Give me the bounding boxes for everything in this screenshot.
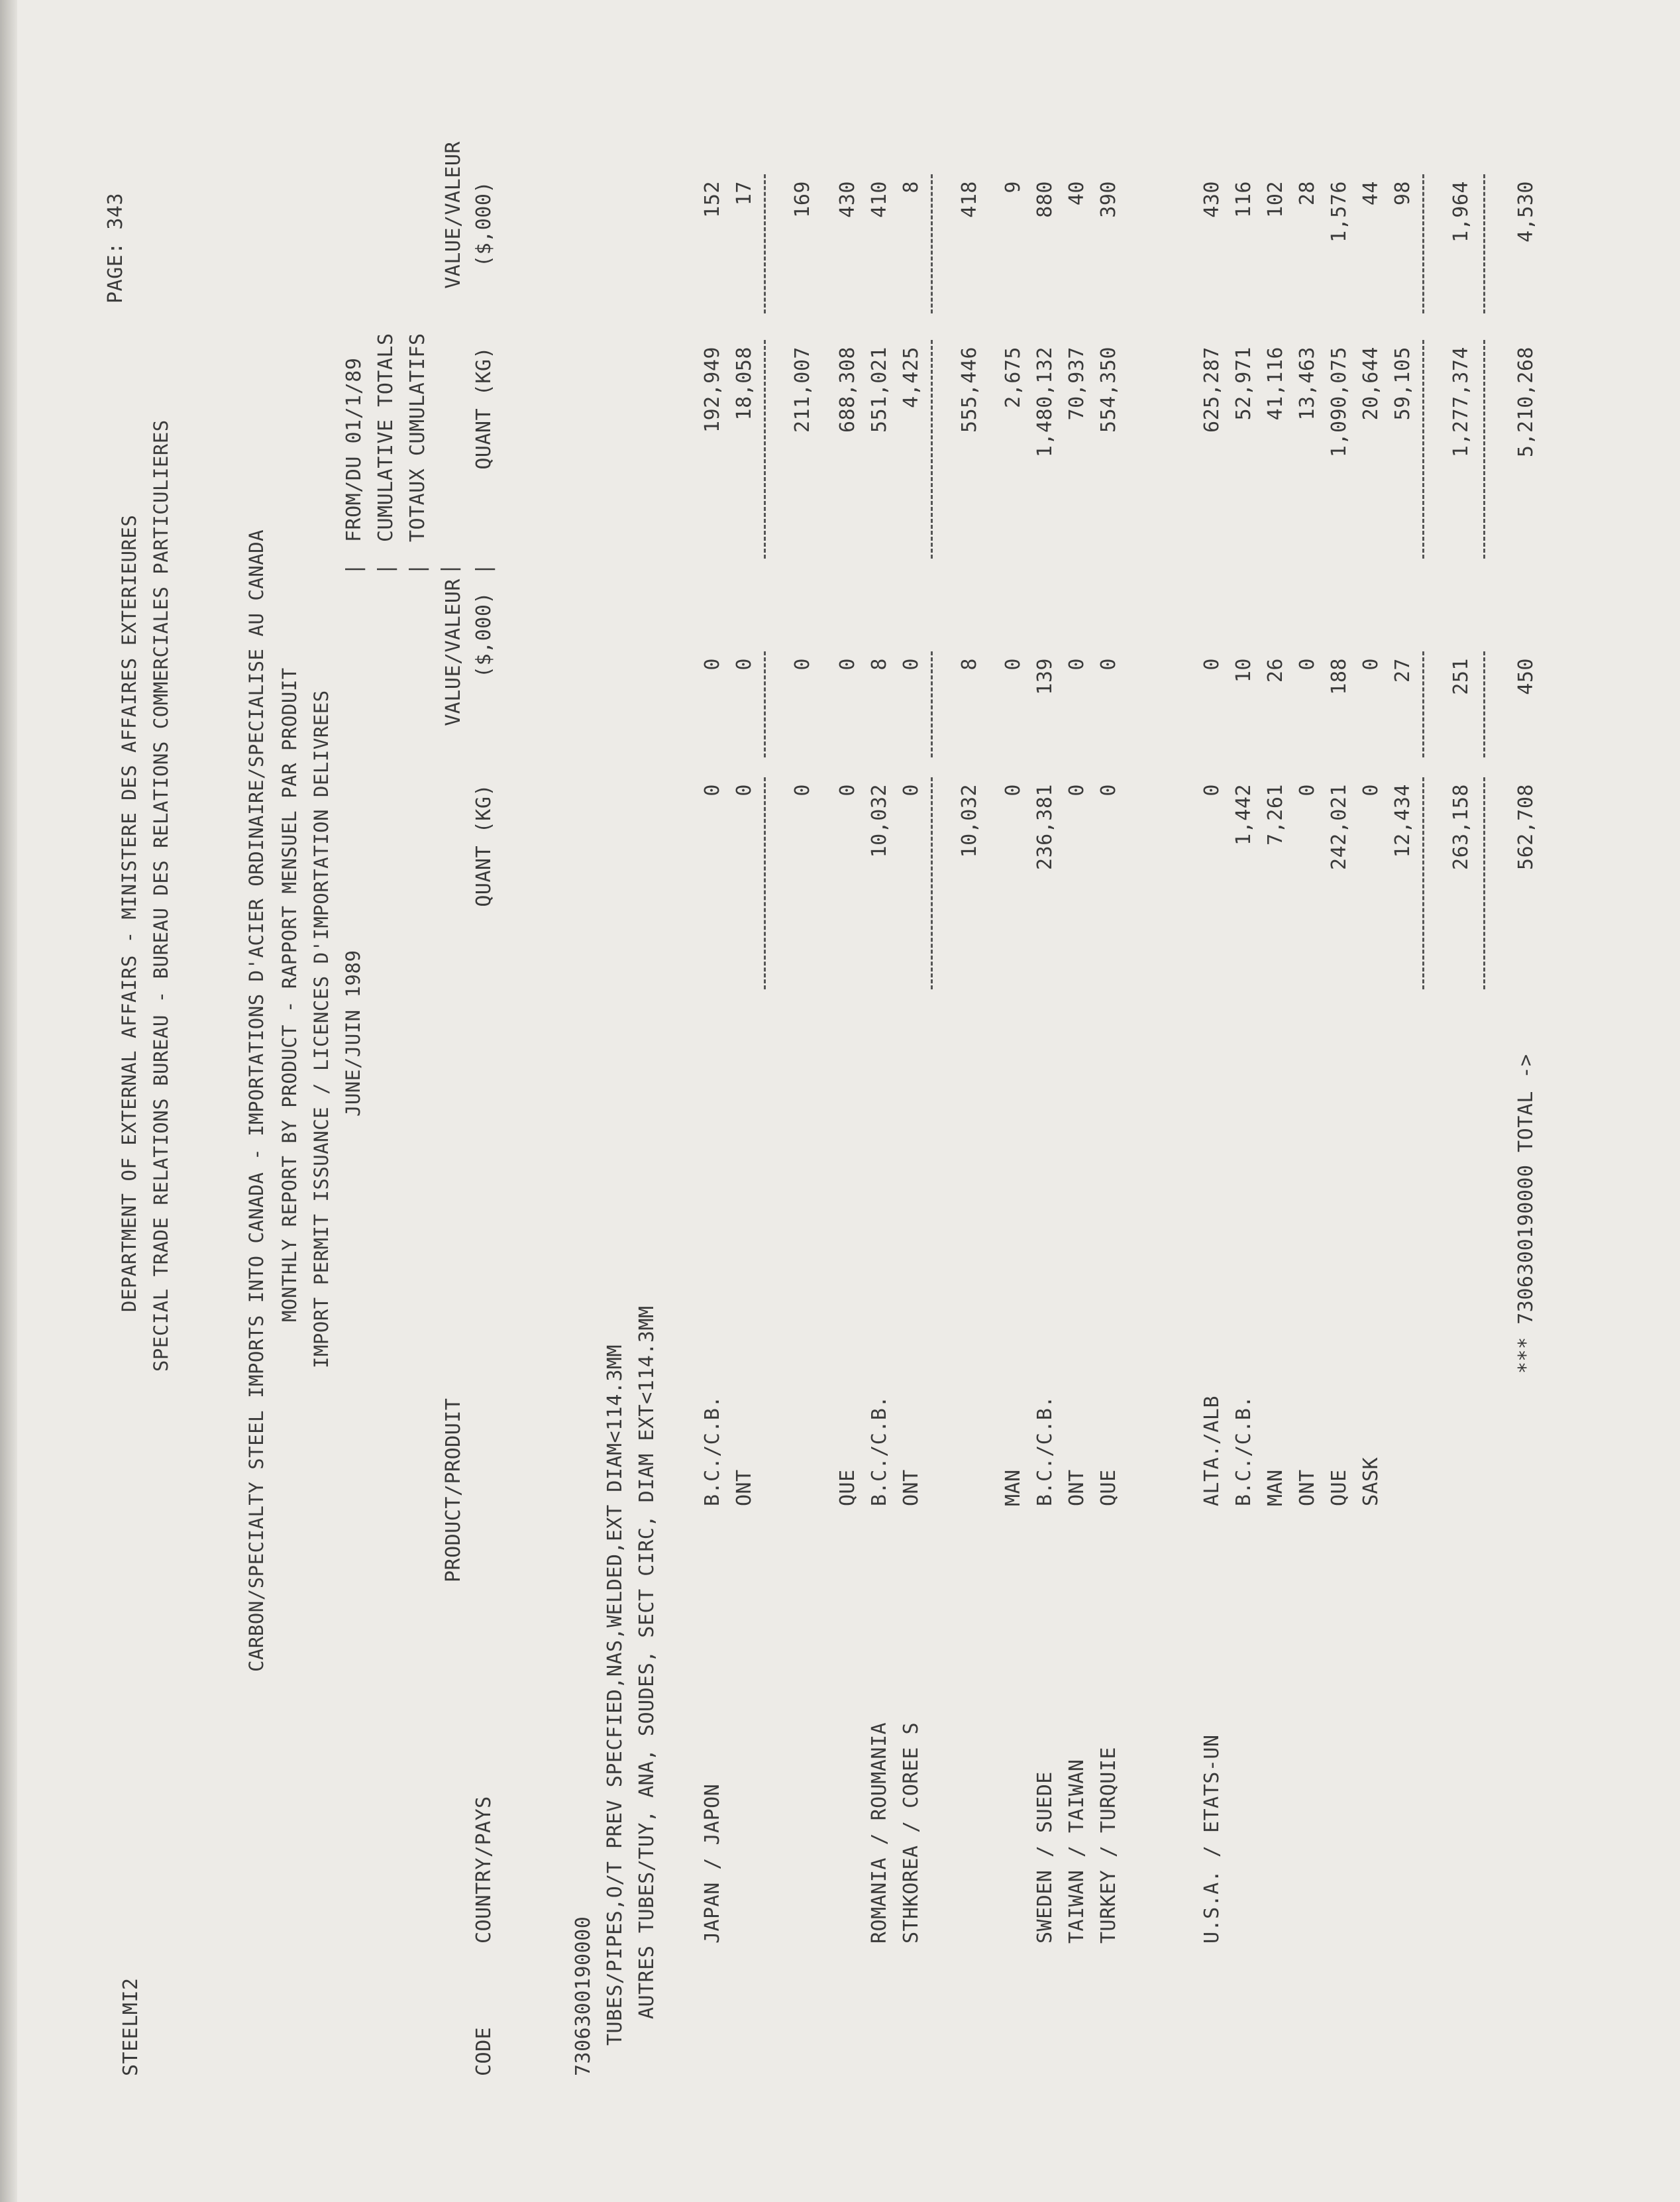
province-label: QUE	[1097, 1469, 1120, 1506]
subtotal-rule-1	[1422, 651, 1424, 757]
quantity-cell: 0	[701, 784, 724, 797]
province-label: ONT	[1065, 1469, 1088, 1506]
page-number: PAGE: 343	[104, 192, 127, 303]
quantity-cell: 242,021	[1328, 784, 1351, 870]
product-description-fr: AUTRES TUBES/TUY, ANA, SOUDES, SECT CIRC, DIAM EXT<114.3MM	[635, 1305, 658, 2019]
cumulative-totals-en: CUMULATIVE TOTALS	[374, 333, 397, 542]
cumulative-value-cell: 40	[1065, 181, 1088, 206]
subtotal-value: 0	[791, 658, 814, 671]
column-header-quant: QUANT (KG)	[472, 784, 496, 907]
cumulative-value-cell: 98	[1391, 181, 1414, 206]
cumulative-quantity-cell: 2,675	[1002, 347, 1025, 408]
value-cell: 0	[701, 658, 724, 671]
value-cell: 8	[868, 658, 891, 671]
subtotal-cum-value: 1,964	[1449, 181, 1473, 243]
subtotal-quantity: 0	[791, 784, 814, 797]
value-cell: 0	[1002, 658, 1025, 671]
cumulative-quantity-cell: 20,644	[1359, 347, 1383, 421]
province-label: ONT	[900, 1469, 923, 1506]
quantity-cell: 1,442	[1232, 784, 1255, 846]
subtotal-rule-3	[764, 174, 766, 313]
quantity-cell: 0	[733, 784, 756, 797]
cumulative-quantity-cell: 13,463	[1296, 347, 1319, 421]
cumulative-value-cell: 390	[1097, 181, 1120, 218]
quantity-cell: 0	[1097, 784, 1120, 797]
cumulative-quantity-cell: 52,971	[1232, 347, 1255, 421]
column-header-cum-value: VALUE/VALEUR	[442, 141, 465, 289]
province-label: ALTA./ALB	[1200, 1395, 1224, 1506]
province-label: QUE	[1328, 1469, 1351, 1506]
province-label: MAN	[1002, 1469, 1025, 1506]
cumulative-quantity-cell: 4,425	[900, 347, 923, 408]
column-header-product: PRODUCT/PRODUIT	[442, 1398, 465, 1582]
country-name: ROMANIA / ROUMANIA	[868, 1722, 891, 1944]
subtotal-rule-0	[764, 777, 766, 989]
cumulative-value-cell: 44	[1359, 181, 1383, 206]
subtotal-cum-value: 418	[958, 181, 981, 218]
value-cell: 0	[733, 658, 756, 671]
quantity-cell: 0	[1002, 784, 1025, 797]
cumulative-bar-1: |	[342, 563, 366, 575]
cumulative-value-cell: 880	[1033, 181, 1057, 218]
cumulative-value-cell: 9	[1002, 181, 1025, 193]
province-label: B.C./C.B.	[1232, 1395, 1255, 1506]
cumulative-value-cell: 102	[1264, 181, 1287, 218]
cumulative-value-cell: 17	[733, 181, 756, 206]
cumulative-quantity-cell: 551,021	[868, 347, 891, 433]
value-cell: 26	[1264, 658, 1287, 683]
quantity-cell: 0	[836, 784, 859, 797]
cumulative-value-cell: 410	[868, 181, 891, 218]
subtotal-rule-1	[931, 651, 933, 757]
product-code: 7306300190000	[572, 1916, 595, 2076]
cumulative-quantity-cell: 59,105	[1391, 347, 1414, 421]
cumulative-bar-3: |	[406, 563, 429, 575]
subtotal-rule-3	[1422, 174, 1424, 313]
cumulative-quantity-cell: 625,287	[1200, 347, 1224, 433]
quantity-cell: 0	[900, 784, 923, 797]
department-line-1: DEPARTMENT OF EXTERNAL AFFAIRS - MINISTERE DES AFFAIRES EXTERIEURES	[118, 514, 140, 1312]
province-label: SASK	[1359, 1457, 1383, 1506]
cumulative-quantity-cell: 1,480,132	[1033, 347, 1057, 458]
grand-total-rule-3	[1483, 174, 1485, 313]
subtotal-rule-0	[1422, 777, 1424, 989]
report-subtitle: MONTHLY REPORT BY PRODUCT - RAPPORT MENSUEL PAR PRODUIT	[278, 667, 301, 1322]
cumulative-value-cell: 116	[1232, 181, 1255, 218]
cumulative-quantity-cell: 18,058	[733, 347, 756, 421]
subtotal-rule-2	[764, 340, 766, 559]
department-line-2: SPECIAL TRADE RELATIONS BUREAU - BUREAU DES RELATIONS COMMERCIALES PARTICULIERES	[150, 419, 172, 1372]
column-header-country: COUNTRY/PAYS	[472, 1796, 496, 1944]
cumulative-quantity-cell: 192,949	[701, 347, 724, 433]
grand-total-value: 450	[1514, 658, 1538, 695]
subtotal-quantity: 10,032	[958, 784, 981, 858]
value-cell: 188	[1328, 658, 1351, 695]
cumulative-quantity-cell: 41,116	[1264, 347, 1287, 421]
cumulative-bar-5: |	[472, 563, 496, 575]
province-label: ONT	[1296, 1469, 1319, 1506]
product-description-en: TUBES/PIPES,O/T PREV SPECFIED,NAS,WELDED,EXT DIAM<114.3MM	[604, 1344, 627, 2046]
cumulative-value-cell: 152	[701, 181, 724, 218]
cumulative-totals-fr: TOTAUX CUMULATIFS	[406, 333, 429, 542]
value-cell: 0	[1065, 658, 1088, 671]
value-cell: 10	[1232, 658, 1255, 683]
cumulative-value-cell: 28	[1296, 181, 1319, 206]
cumulative-bar-4: |	[438, 563, 461, 575]
column-header-value-unit: ($,000)	[472, 592, 496, 678]
country-name: STHKOREA / COREE S	[900, 1722, 923, 1944]
report-id: STEELMI2	[119, 1977, 142, 2076]
province-label: ONT	[733, 1469, 756, 1506]
cumulative-value-cell: 430	[1200, 181, 1224, 218]
quantity-cell: 10,032	[868, 784, 891, 858]
value-cell: 27	[1391, 658, 1414, 683]
grand-total-cum-value: 4,530	[1514, 181, 1538, 243]
subtotal-value: 8	[958, 658, 981, 671]
report-subtitle-2: IMPORT PERMIT ISSUANCE / LICENCES D'IMPORTATION DELIVREES	[310, 690, 333, 1368]
value-cell: 0	[836, 658, 859, 671]
cumulative-value-cell: 1,576	[1328, 181, 1351, 243]
subtotal-rule-0	[931, 777, 933, 989]
value-cell: 139	[1033, 658, 1057, 695]
province-label: QUE	[836, 1469, 859, 1506]
province-label: B.C./C.B.	[701, 1395, 724, 1506]
grand-total-rule-1	[1483, 651, 1485, 757]
subtotal-value: 251	[1449, 658, 1473, 695]
column-header-value: VALUE/VALEUR	[442, 578, 465, 726]
grand-total-label: *** 7306300190000 TOTAL ->	[1514, 1054, 1538, 1374]
subtotal-rule-2	[931, 340, 933, 559]
cumulative-value-cell: 430	[836, 181, 859, 218]
subtotal-quantity: 263,158	[1449, 784, 1473, 870]
province-label: B.C./C.B.	[868, 1395, 891, 1506]
report-period: JUNE/JUIN 1989	[342, 950, 364, 1117]
quantity-cell: 7,261	[1264, 784, 1287, 846]
subtotal-rule-3	[931, 174, 933, 313]
country-name: JAPAN / JAPON	[701, 1783, 724, 1944]
quantity-cell: 0	[1065, 784, 1088, 797]
country-name: SWEDEN / SUEDE	[1033, 1771, 1057, 1944]
province-label: B.C./C.B.	[1033, 1395, 1057, 1506]
quantity-cell: 236,381	[1033, 784, 1057, 870]
cumulative-quantity-cell: 688,308	[836, 347, 859, 433]
value-cell: 0	[1200, 658, 1224, 671]
cumulative-bar-2: |	[374, 563, 397, 575]
subtotal-rule-1	[764, 651, 766, 757]
quantity-cell: 0	[1359, 784, 1383, 797]
value-cell: 0	[1097, 658, 1120, 671]
subtotal-cum-quantity: 211,007	[791, 347, 814, 433]
grand-total-cum-quantity: 5,210,268	[1514, 347, 1538, 458]
column-header-cum-value-unit: ($,000)	[472, 181, 496, 267]
column-header-code: CODE	[472, 2026, 496, 2076]
report-title: CARBON/SPECIALTY STEEL IMPORTS INTO CANADA - IMPORTATIONS D'ACIER ORDINAIRE/SPECIALISE AU CANADA	[245, 529, 268, 1672]
grand-total-rule-0	[1483, 777, 1485, 989]
value-cell: 0	[900, 658, 923, 671]
country-name: U.S.A. / ETATS-UN	[1200, 1734, 1224, 1944]
province-label: MAN	[1264, 1469, 1287, 1506]
value-cell: 0	[1296, 658, 1319, 671]
subtotal-cum-quantity: 555,446	[958, 347, 981, 433]
cumulative-from: FROM/DU 01/1/89	[342, 357, 366, 542]
subtotal-cum-quantity: 1,277,374	[1449, 347, 1473, 458]
subtotal-cum-value: 169	[791, 181, 814, 218]
cumulative-quantity-cell: 554,350	[1097, 347, 1120, 433]
column-header-cum-quant: QUANT (KG)	[472, 347, 496, 470]
grand-total-quantity: 562,708	[1514, 784, 1538, 870]
subtotal-rule-2	[1422, 340, 1424, 559]
value-cell: 0	[1359, 658, 1383, 671]
country-name: TURKEY / TURQUIE	[1097, 1747, 1120, 1944]
quantity-cell: 0	[1200, 784, 1224, 797]
cumulative-quantity-cell: 1,090,075	[1328, 347, 1351, 458]
quantity-cell: 12,434	[1391, 784, 1414, 858]
grand-total-rule-2	[1483, 340, 1485, 559]
country-name: TAIWAN / TAIWAN	[1065, 1759, 1088, 1944]
cumulative-value-cell: 8	[900, 181, 923, 193]
cumulative-quantity-cell: 70,937	[1065, 347, 1088, 421]
quantity-cell: 0	[1296, 784, 1319, 797]
